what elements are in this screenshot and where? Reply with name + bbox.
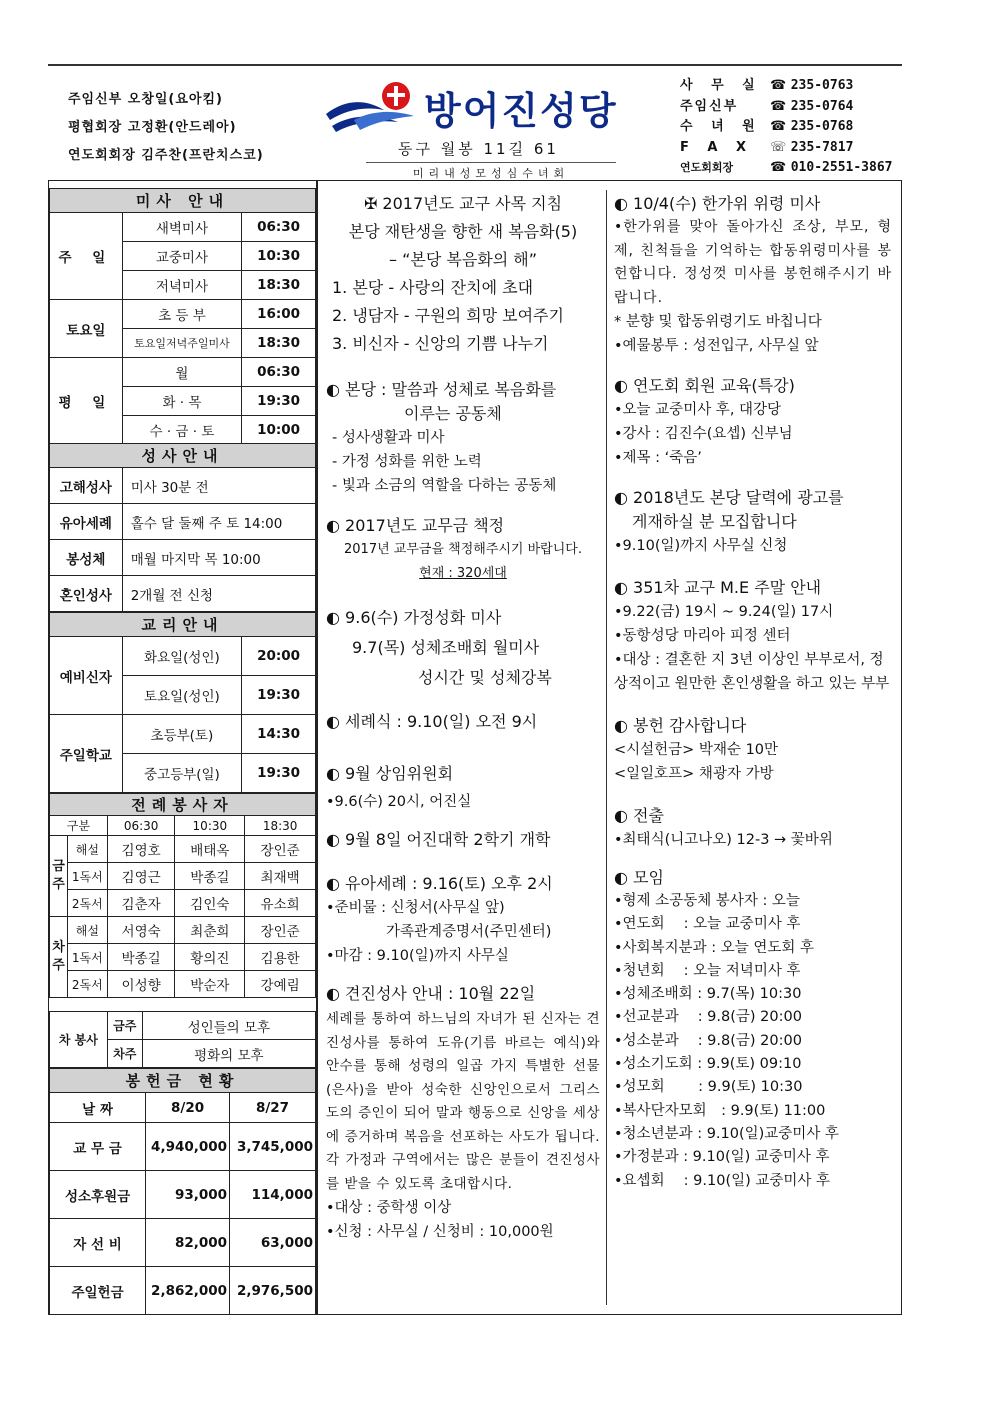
list-item: •선교분과 : 9.8(금) 20:00 (614, 1009, 802, 1026)
column-divider (316, 180, 318, 1315)
baptism-notice: ◐ 세례식 : 9.10(일) 오전 9시 (326, 712, 538, 731)
cha-service-table: 차 봉사 금주 성인들의 모후 차주 평화의 모후 (49, 1011, 316, 1068)
table-row: 주일헌금 2,862,000 2,976,500 (50, 1267, 316, 1315)
parish-community: ◐ 본당 : 말씀과 성체로 복음화를 이루는 공동체 - 성사생활과 미사 - 가정 성화를 위한 노력 - 빛과 소금의 역할을 다하는 공동체 (326, 380, 557, 494)
contact-yeondo: 연도회회장 ☎ 010-2551-3867 (680, 158, 892, 179)
offering-table: 봉헌금 현황 날 짜 8/20 8/27 교 무 금 4,940,000 3,745,000 성소후원금 93,000 114,000 자 선 비 82,000 63,000 주일헌금 2,862,000 2,976,500 (49, 1068, 316, 1315)
masthead (48, 64, 902, 180)
me-weekend: ◐ 351차 교구 M.E 주말 안내 •9.22(금) 19시 ~ 9.24(일) 17시 •동항성당 마리아 피정 센터 •대상 : 결혼한 지 3년 이상인 부부로서, 정상적이고 원만한 혼인생활을 하고 있는 부부 (614, 578, 890, 692)
mass-sunday-label: 주 일 (50, 213, 123, 300)
column-divider (606, 190, 607, 1305)
list-item: •청년회 : 오늘 저녁미사 후 (614, 962, 801, 979)
phone-icon: ☎ (770, 98, 787, 114)
servers-title: 전례봉사자 (50, 794, 316, 816)
table-row: 2독서 이성향 박순자 강예림 (50, 971, 316, 998)
tithe-notice: ◐ 2017년도 교무금 책정 2017년 교무금을 책정해주시기 바랍니다. 현재 : 320세대 (326, 514, 600, 586)
contact-pastor: 주임신부 ☎ 235-0764 (680, 97, 892, 118)
chuseok-mass: ◐ 10/4(수) 한가위 위령 미사 •한가위를 맞아 돌아가신 조상, 부모, 형제, 친척들을 기억하는 합동위령미사를 봉헌합니다. 정성껏 미사를 봉헌해주시기 바랍니다. * 분향 및 합동위령기도 바칩니다 •예물봉투 : 성전입구, 사무실 앞 (614, 194, 892, 354)
meetings: ◐ 모임 •형제 소공동체 봉사자 : 오늘 •연도회 : 오늘 교중미사 후 •사회복지분과 : 오늘 연도회 후 •청년회 : 오늘 저녁미사 후 •성체조배회 : 9.7(목) 10:30 •선교분과 : 9.8(금) 20:00 •성소분과 : 9.8(금) 20:00 •성소기도회 : 9.9(토) 09:10 •성모회 : 9.9(토) 10:30 •복사단자모회 : 9.9(토) 11:00 •청소년분과 : 9.10(일)교중미사 후 •가정분과 : 9.10(일) 교중미사 후 •요셉회 : 9.10(일) 교중미사 후 (614, 866, 892, 1193)
staff-yeondo-president: 연도회회장 김주찬(프란치스코) (68, 148, 264, 163)
list-item: •사회복지분과 : 오늘 연도회 후 (614, 939, 814, 956)
pastoral-policy: ✠ 2017년도 교구 사목 지침 본당 재탄생을 향한 새 복음화(5) – “본당 복음화의 해” 1. 본당 - 사랑의 잔치에 초대 2. 냉담자 - 구원의 희망 보여주기 3. 비신자 - 신앙의 기쁨 나누기 (326, 192, 600, 356)
parish-staff (68, 86, 264, 170)
table-row: 자 선 비 82,000 63,000 (50, 1219, 316, 1267)
phone-icon: ☎ (770, 160, 787, 175)
table-row: 차주 해설 서영숙 최춘희 장인준 (50, 917, 316, 944)
list-item: •형제 소공동체 봉사자 : 오늘 (614, 893, 800, 909)
list-item: •성체조배회 : 9.7(목) 10:30 (614, 986, 802, 1003)
tithe-status: 현재 : 320세대 (419, 566, 507, 581)
convent-name: 미리내성모성심수녀회 (366, 162, 616, 181)
church-logo-icon (324, 80, 420, 136)
list-item: •청소년분과 : 9.10(일)교중미사 후 (614, 1125, 839, 1142)
table-row: 2독서 김춘자 김인숙 유소희 (50, 890, 316, 917)
committee-notice: ◐ 9월 상임위원회 •9.6(수) 20시, 어진실 (326, 764, 472, 810)
sacrament-table: 성사안내 고해성사 미사 30분 전 유아세례 홀수 달 둘째 주 토 14:00 봉성체 매월 마지막 목 10:00 혼인성사 2개월 전 신청 (49, 443, 316, 612)
transfer-notice: ◐ 전출 •최태식(니고나오) 12-3 → 꽃바위 (614, 806, 833, 848)
phone-icon: ☎ (770, 78, 787, 93)
mass-title: 미사 안내 (50, 189, 316, 213)
staff-council-president: 평협회장 고정환(안드레아) (68, 120, 237, 135)
middle-column (326, 192, 600, 1258)
list-item: •요셉회 : 9.10(일) 교중미사 후 (614, 1172, 831, 1189)
table-row: 교 무 금 4,940,000 3,745,000 (50, 1123, 316, 1171)
yeondo-education: ◐ 연도회 회원 교육(특강) •오늘 교중미사 후, 대강당 •강사 : 김진수(요셉) 신부님 •제목 : ‘죽음’ (614, 376, 795, 466)
infant-baptism: ◐ 유아세례 : 9.16(토) 오후 2시 •준비물 : 신청서(사무실 앞) 가족관계증명서(주민센터) •마감 : 9.10(일)까지 사무실 (326, 874, 553, 964)
list-item: •성소분과 : 9.8(금) 20:00 (614, 1032, 802, 1049)
liturgy-servers-table: 전례봉사자 구분 06:30 10:30 18:30 금주 해설 김영호 배태옥 장인준 1독서 김영근 박종길 최재백 2독서 김춘자 김인숙 유소희 차주 해설 서영숙 최춘희 장인준 1독서 박종길 황의진 김용한 2독서 이성향 박순자 강예림 (49, 793, 316, 998)
doctrine-table: 교리안내 예비신자 화요일(성인) 20:00 토요일(성인) 19:30 주일학교 초등부(토) 14:30 중고등부(일) 19:30 (49, 612, 316, 793)
confirmation-notice: ◐ 견진성사 안내 : 10월 22일 세례를 통하여 하느님의 자녀가 된 신자는 견진성사를 통하여 도유(기름 바르는 예식)와 안수를 통해 성령의 일곱 가지 특별한 선물(은사)을 받아 성숙한 신앙인으로서 그리스도의 증인이 되어 말과 행동으로 신앙을 세상에 증거하며 복음을 선포하는 사도가 됩니다. 각 가정과 구역에서는 많은 분들이 견진성사를 받을 수 있도록 초대합시다. •대상 : 중학생 이상 •신청 : 사무실 / 신청비 : 10,000원 (326, 984, 600, 1240)
mass-saturday-label: 토요일 (50, 300, 123, 358)
mass-weekday-label: 평 일 (50, 358, 123, 445)
sacrament-title: 성사안내 (50, 444, 316, 468)
parish-name: 방어진성당 (424, 89, 618, 133)
policy-title: ✠ 2017년도 교구 사목 지침 (363, 194, 563, 213)
table-row: 성소후원금 93,000 114,000 (50, 1171, 316, 1219)
table-row: 1독서 박종길 황의진 김용한 (50, 944, 316, 971)
list-item: •연도회 : 오늘 교중미사 후 (614, 916, 801, 933)
table-row: 1독서 김영근 박종길 최재백 (50, 863, 316, 890)
offering-thanks: ◐ 봉헌 감사합니다 <시설헌금> 박재순 10만 <일일호프> 채광자 가방 (614, 716, 779, 782)
contact-fax: F A X ☏ 235-7817 (680, 138, 892, 159)
parish-logo (324, 76, 654, 140)
doctrine-title: 교리안내 (50, 613, 316, 637)
mass-schedule-table: 미사 안내 주 일 새벽미사 06:30 교중미사 10:30 저녁미사 18:30 토요일 초 등 부 16:00 토요일저녁주일미사 18:30 평 일 월 06:30 화 · 목 19:30 수 · 금 · 토 10:00 (49, 188, 316, 445)
family-mass: ◐ 9.6(수) 가정성화 미사 9.7(목) 성체조배회 월미사 성시간 및 성체강복 (326, 608, 552, 687)
list-item: •성모회 : 9.9(토) 10:30 (614, 1079, 803, 1096)
contact-convent: 수 녀 원 ☎ 235-0768 (680, 117, 892, 138)
list-item: •복사단자모회 : 9.9(토) 11:00 (614, 1102, 826, 1119)
list-item: •성소기도회 : 9.9(토) 09:10 (614, 1056, 802, 1073)
table-row: 금주 해설 김영호 배태옥 장인준 (50, 836, 316, 863)
fax-icon: ☏ (770, 139, 787, 155)
contact-list (680, 76, 892, 179)
contact-office: 사 무 실 ☎ 235-0763 (680, 76, 892, 97)
calendar-ad: ◐ 2018년도 본당 달력에 광고를 게재하실 분 모집합니다 •9.10(일)까지 사무실 신청 (614, 488, 844, 554)
phone-icon: ☎ (770, 119, 787, 134)
right-column (614, 192, 892, 1207)
staff-pastor: 주임신부 오창일(요아킴) (68, 92, 223, 107)
list-item: •가정분과 : 9.10(일) 교중미사 후 (614, 1149, 830, 1166)
college-notice: ◐ 9월 8일 어진대학 2학기 개학 (326, 830, 551, 849)
offering-title: 봉헌금 현황 (50, 1069, 316, 1093)
parish-address: 동구 월봉 11길 61 (398, 140, 559, 158)
